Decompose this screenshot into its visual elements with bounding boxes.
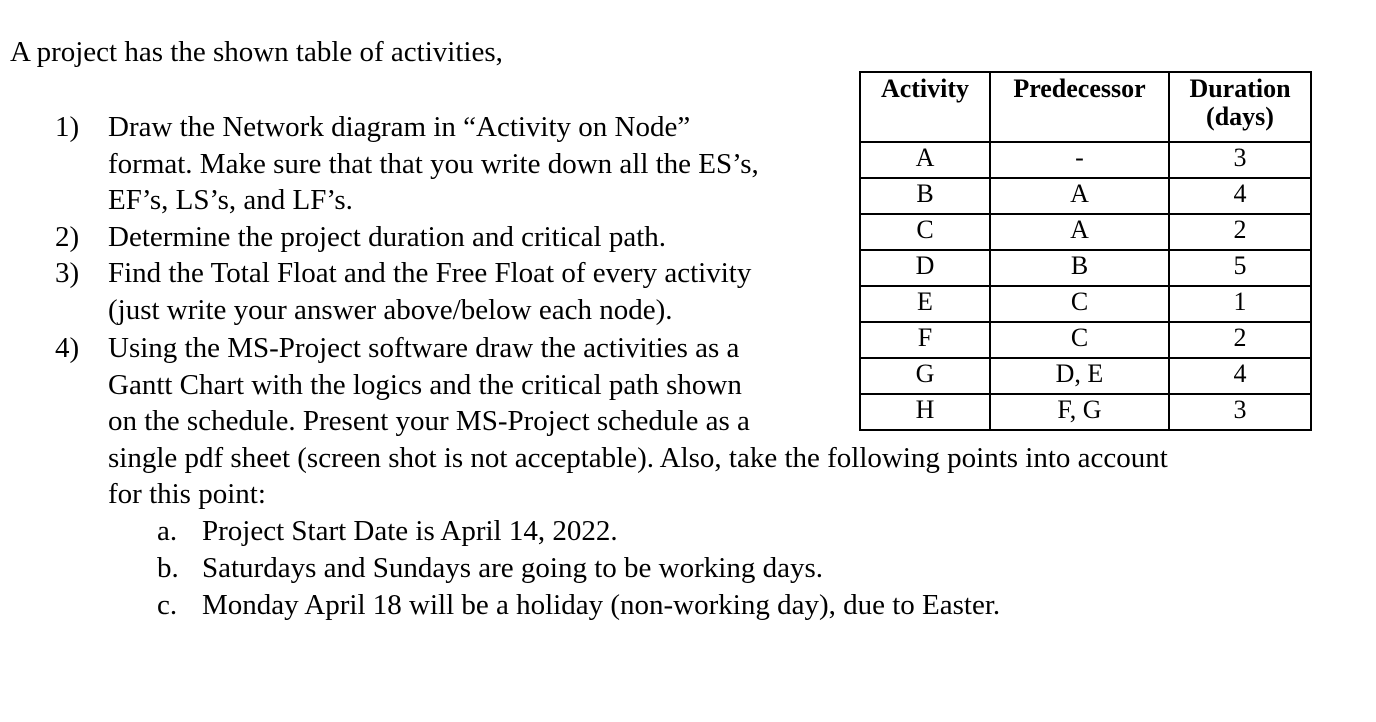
header-duration-line2: (days) (1206, 102, 1274, 131)
cell-duration: 3 (1169, 394, 1311, 430)
subpoint-letter: a. (157, 515, 178, 547)
subpoint-letter: b. (157, 552, 179, 584)
cell-predecessor: A (990, 178, 1169, 214)
intro-text: A project has the shown table of activities, (10, 36, 503, 68)
cell-duration: 5 (1169, 250, 1311, 286)
table-row (860, 358, 1311, 394)
table-row (860, 286, 1311, 322)
cell-duration: 3 (1169, 142, 1311, 178)
cell-predecessor: C (990, 286, 1169, 322)
cell-activity: A (860, 142, 990, 178)
item-text (108, 219, 666, 256)
header-duration-line1: Duration (1189, 74, 1291, 103)
item-number: 2) (55, 221, 80, 253)
subpoint-text: Monday April 18 will be a holiday (non-working day), due to Easter. (202, 589, 1001, 621)
table-row (860, 142, 1311, 178)
table-row (860, 322, 1311, 358)
item-line: Using the MS-Project software draw the activities as a (108, 332, 740, 364)
item-line: on the schedule. Present your MS-Project schedule as a (108, 405, 750, 437)
cell-activity: C (860, 214, 990, 250)
cell-activity: G (860, 358, 990, 394)
cell-predecessor: A (990, 214, 1169, 250)
subpoint-text: Project Start Date is April 14, 2022. (202, 515, 618, 547)
cell-activity: E (860, 286, 990, 322)
cell-duration: 1 (1169, 286, 1311, 322)
cell-predecessor: D, E (990, 358, 1169, 394)
table-row (860, 394, 1311, 430)
cell-predecessor: - (990, 142, 1169, 178)
cell-predecessor: B (990, 250, 1169, 286)
cell-activity: D (860, 250, 990, 286)
table-row (860, 178, 1311, 214)
cell-duration: 2 (1169, 214, 1311, 250)
activities-table (859, 71, 1312, 431)
header-activity: Activity (860, 72, 990, 142)
item-line: single pdf sheet (screen shot is not acceptable). Also, take the following points into account (108, 441, 1168, 474)
cell-duration: 2 (1169, 322, 1311, 358)
cell-activity: B (860, 178, 990, 214)
table-row (860, 250, 1311, 286)
item-line: for this point: (108, 478, 266, 510)
subpoint-text: Saturdays and Sundays are going to be working days. (202, 552, 823, 584)
cell-activity: F (860, 322, 990, 358)
item-line: Gantt Chart with the logics and the critical path shown (108, 368, 742, 401)
item-line: format. Make sure that that you write down all the ES’s, (108, 147, 759, 180)
header-duration (1169, 72, 1311, 142)
cell-predecessor: F, G (990, 394, 1169, 430)
subpoint-letter: c. (157, 589, 178, 621)
item-line: Determine the project duration and critical path. (108, 221, 667, 253)
item-number: 4) (55, 332, 80, 364)
item-number: 3) (55, 257, 80, 289)
item-number: 1) (55, 111, 80, 143)
table-row (860, 214, 1311, 250)
table-header-row (860, 72, 1311, 142)
item-text (108, 109, 759, 219)
item-line: Draw the Network diagram in “Activity on Node” (108, 111, 691, 143)
item-line: Find the Total Float and the Free Float of every activity (108, 257, 752, 289)
item-text (108, 255, 751, 328)
item-line: (just write your answer above/below each node). (108, 293, 673, 326)
cell-duration: 4 (1169, 178, 1311, 214)
cell-activity: H (860, 394, 990, 430)
cell-predecessor: C (990, 322, 1169, 358)
cell-duration: 4 (1169, 358, 1311, 394)
header-predecessor: Predecessor (990, 72, 1169, 142)
item-line: EF’s, LS’s, and LF’s. (108, 184, 353, 216)
